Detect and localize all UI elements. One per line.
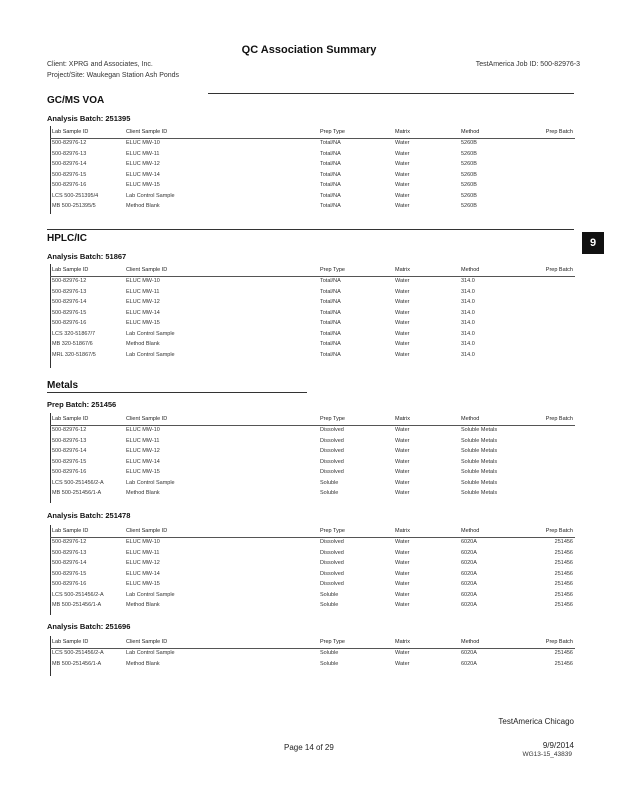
column-header: Prep Batch [545,129,573,135]
table-cell: LCS 500-251395/4 [52,192,99,199]
table-cell: 251456 [554,650,573,656]
table-row [50,649,575,660]
table-cell: 6020A [461,591,477,598]
table-cell: Water [395,490,410,496]
column-header: Prep Batch [545,528,573,534]
table-cell: Total/NA [320,341,341,347]
table-cell: ELUC MW-14 [126,570,160,577]
table-cell: Water [395,203,410,209]
column-header: Lab Sample ID [52,267,89,273]
table-cell: 6020A [461,560,477,566]
table-row [50,426,575,437]
table-cell: Dissolved [320,469,344,475]
table-cell: Water [395,192,410,199]
table-cell: Water [395,341,410,347]
table-cell: LCS 500-251456/2-A [52,650,104,656]
table-cell: Lab Control Sample [126,351,175,358]
table-cell: ELUC MW-11 [126,549,160,556]
table-cell: 314.0 [461,330,475,337]
table-row [50,660,575,671]
table-cell: ELUC MW-12 [126,560,160,566]
table-row [50,559,575,570]
batch-title: Prep Batch: 251456 [47,400,117,409]
table-cell: Total/NA [320,351,341,358]
section-tab: 9 [582,232,604,254]
table-cell: Soluble Metals [461,469,498,475]
table-cell: Dissolved [320,560,344,566]
section-heading-hplc: HPLC/IC [47,233,87,244]
table-row [50,489,575,500]
section-heading-metals: Metals [47,380,79,391]
table-cell: Total/NA [320,140,341,146]
table-cell: Lab Control Sample [126,330,175,337]
table-cell: Water [395,560,410,566]
column-header: Prep Batch [545,416,573,422]
table-cell: ELUC MW-12 [126,448,160,454]
table-cell: 500-82976-12 [52,140,87,146]
table-cell: Dissolved [320,570,344,577]
table-row [50,202,575,213]
table-cell: Soluble Metals [461,458,498,465]
column-header: Matrix [395,267,410,273]
table-cell: ELUC MW-15 [126,469,160,475]
table-cell: 5260B [461,203,477,209]
table-cell: 314.0 [461,320,475,326]
table-cell: 5260B [461,192,477,199]
column-header: Client Sample ID [126,528,168,534]
table-cell: Dissolved [320,581,344,587]
table-row [50,468,575,479]
table-row [50,340,575,351]
table-cell: 5260B [461,140,477,146]
column-header: Prep Type [320,267,345,273]
footer-company: TestAmerica Chicago [498,717,574,726]
table-cell: 500-82976-13 [52,150,87,157]
table-row [50,181,575,192]
table-cell: 6020A [461,539,477,545]
table-cell: LCS 500-251456/2-A [52,479,104,486]
table-cell: 5260B [461,182,477,188]
column-header: Matrix [395,416,410,422]
table-row [50,447,575,458]
table-cell: Total/NA [320,288,341,295]
table-cell: Method Blank [126,203,160,209]
table-header [50,266,575,277]
table-header [50,415,575,426]
metals-analysis-table-2 [50,638,575,670]
table-cell: Total/NA [320,320,341,326]
column-header: Prep Type [320,639,345,645]
table-cell: 6020A [461,602,477,608]
table-cell: 500-82976-16 [52,469,87,475]
table-cell: LCS 320-51867/7 [52,330,96,337]
batch-title: Analysis Batch: 51867 [47,252,127,261]
section-rule [47,229,574,230]
table-cell: ELUC MW-12 [126,299,160,305]
table-row [50,288,575,299]
table-cell: ELUC MW-11 [126,288,160,295]
column-header: Method [461,639,480,645]
table-cell: Total/NA [320,330,341,337]
table-cell: 314.0 [461,351,475,358]
table-cell: 500-82976-15 [52,458,87,465]
gcms-table [50,128,575,213]
project-site: Project/Site: Waukegan Station Ash Ponds [47,72,180,79]
table-cell: Dissolved [320,437,344,444]
table-cell: Soluble Metals [461,448,498,454]
table-cell: Lab Control Sample [126,650,175,656]
table-cell: Water [395,299,410,305]
table-cell: Dissolved [320,458,344,465]
table-cell: 6020A [461,549,477,556]
table-cell: MB 500-251456/1-A [52,602,102,608]
table-cell: MRL 320-51867/5 [52,351,96,358]
column-header: Lab Sample ID [52,416,89,422]
table-row [50,298,575,309]
table-cell: 500-82976-12 [52,427,87,433]
table-cell: ELUC MW-12 [126,161,160,167]
table-cell: Soluble Metals [461,437,498,444]
column-header: Method [461,267,480,273]
table-cell: 500-82976-14 [52,161,87,167]
table-cell: Soluble [320,479,339,486]
section-heading-gcms: GC/MS VOA [47,95,105,106]
column-header: Lab Sample ID [52,639,89,645]
table-cell: Method Blank [126,341,160,347]
table-cell: Dissolved [320,539,344,545]
table-row [50,171,575,182]
table-row [50,330,575,341]
table-cell: Water [395,182,410,188]
table-cell: Soluble [320,602,339,608]
table-cell: Total/NA [320,192,341,199]
table-row [50,139,575,150]
table-cell: Water [395,660,410,667]
table-row [50,150,575,161]
table-cell: Water [395,437,410,444]
table-cell: Soluble [320,650,339,656]
table-cell: MB 320-51867/6 [52,341,93,347]
column-header: Prep Type [320,528,345,534]
table-cell: Total/NA [320,150,341,157]
table-cell: 500-82976-15 [52,570,87,577]
table-cell: Water [395,650,410,656]
table-cell: Dissolved [320,448,344,454]
table-cell: 251456 [554,539,573,545]
table-cell: 500-82976-15 [52,309,87,316]
section-rule [208,93,574,94]
table-cell: Water [395,309,410,316]
table-cell: 6020A [461,581,477,587]
column-header: Client Sample ID [126,416,168,422]
table-cell: 5260B [461,171,477,178]
column-header: Matrix [395,639,410,645]
column-header: Client Sample ID [126,129,168,135]
table-row [50,479,575,490]
job-id: TestAmerica Job ID: 500-82976-3 [475,61,580,68]
table-cell: 251456 [554,591,573,598]
table-cell: Water [395,591,410,598]
table-cell: Total/NA [320,182,341,188]
table-cell: Method Blank [126,602,160,608]
table-cell: Total/NA [320,161,341,167]
table-cell: Water [395,539,410,545]
document-id: WG13-15_43839 [522,751,572,758]
table-cell: MB 500-251456/1-A [52,660,102,667]
table-cell: ELUC MW-10 [126,140,160,146]
table-cell: 251456 [554,581,573,587]
table-cell: ELUC MW-15 [126,581,160,587]
table-cell: 500-82976-13 [52,549,87,556]
column-header: Prep Batch [545,639,573,645]
column-header: Matrix [395,528,410,534]
table-row [50,601,575,612]
table-cell: ELUC MW-14 [126,309,160,316]
table-cell: 6020A [461,650,477,656]
table-cell: Soluble [320,660,339,667]
table-cell: LCS 500-251456/2-A [52,591,104,598]
table-cell: 251456 [554,570,573,577]
table-row [50,549,575,560]
table-cell: Soluble Metals [461,479,498,486]
column-header: Lab Sample ID [52,129,89,135]
table-cell: ELUC MW-15 [126,320,160,326]
table-cell: Lab Control Sample [126,192,175,199]
column-header: Prep Type [320,129,345,135]
table-cell: 500-82976-13 [52,437,87,444]
table-cell: Total/NA [320,309,341,316]
table-row [50,192,575,203]
table-cell: ELUC MW-11 [126,437,160,444]
table-cell: Water [395,581,410,587]
table-cell: Soluble Metals [461,490,498,496]
table-cell: Water [395,288,410,295]
hplc-table [50,266,575,361]
table-cell: Soluble Metals [461,427,498,433]
table-cell: Method Blank [126,660,160,667]
page-number: Page 14 of 29 [284,743,334,752]
table-cell: Total/NA [320,299,341,305]
table-cell: 5260B [461,150,477,157]
table-cell: Water [395,458,410,465]
table-row [50,591,575,602]
table-cell: Water [395,351,410,358]
table-cell: Total/NA [320,278,341,284]
report-date: 9/9/2014 [542,741,574,750]
table-cell: Water [395,448,410,454]
table-cell: Water [395,320,410,326]
section-rule [47,392,307,393]
table-cell: ELUC MW-15 [126,182,160,188]
column-header: Method [461,129,480,135]
metals-analysis-table [50,527,575,612]
table-cell: 314.0 [461,341,475,347]
table-cell: 314.0 [461,299,475,305]
metals-prep-table [50,415,575,500]
table-header [50,638,575,649]
table-cell: 500-82976-14 [52,448,87,454]
table-cell: 251456 [554,602,573,608]
table-cell: ELUC MW-14 [126,458,160,465]
page-title: QC Association Summary [241,44,377,56]
table-row [50,319,575,330]
table-cell: 500-82976-15 [52,171,87,178]
column-header: Prep Batch [545,267,573,273]
table-cell: Water [395,330,410,337]
column-header: Lab Sample ID [52,528,89,534]
table-cell: Water [395,469,410,475]
column-header: Client Sample ID [126,639,168,645]
table-cell: 500-82976-14 [52,560,87,566]
table-cell: Method Blank [126,490,160,496]
table-row [50,570,575,581]
batch-title: Analysis Batch: 251478 [47,511,131,520]
table-row [50,580,575,591]
table-row [50,437,575,448]
table-cell: 500-82976-13 [52,288,87,295]
table-cell: 6020A [461,660,477,667]
table-cell: Soluble [320,490,339,496]
table-cell: Dissolved [320,549,344,556]
table-row [50,351,575,362]
table-cell: Water [395,549,410,556]
table-header [50,128,575,139]
table-header [50,527,575,538]
table-cell: 5260B [461,161,477,167]
table-row [50,309,575,320]
table-cell: MB 500-251395/5 [52,203,96,209]
batch-title: Analysis Batch: 251696 [47,622,131,631]
batch-title: Analysis Batch: 251395 [47,114,131,123]
table-cell: Water [395,602,410,608]
table-cell: 314.0 [461,309,475,316]
client-name: Client: XPRG and Associates, Inc. [47,61,153,68]
table-cell: 500-82976-16 [52,581,87,587]
table-cell: Water [395,150,410,157]
table-cell: Water [395,161,410,167]
table-row [50,277,575,288]
table-row [50,458,575,469]
column-header: Prep Type [320,416,345,422]
table-cell: Water [395,140,410,146]
table-cell: 500-82976-16 [52,182,87,188]
table-cell: Water [395,278,410,284]
table-cell: 6020A [461,570,477,577]
table-cell: Dissolved [320,427,344,433]
table-cell: ELUC MW-14 [126,171,160,178]
table-cell: ELUC MW-11 [126,150,160,157]
table-cell: Lab Control Sample [126,479,175,486]
column-header: Method [461,416,480,422]
table-cell: 251456 [554,560,573,566]
table-cell: 251456 [554,549,573,556]
table-cell: Soluble [320,591,339,598]
column-header: Client Sample ID [126,267,168,273]
table-cell: Lab Control Sample [126,591,175,598]
table-cell: Water [395,427,410,433]
table-cell: Water [395,171,410,178]
table-cell: Water [395,570,410,577]
table-cell: Water [395,479,410,486]
table-cell: 500-82976-16 [52,320,87,326]
table-cell: ELUC MW-10 [126,278,160,284]
table-row [50,160,575,171]
table-cell: ELUC MW-10 [126,427,160,433]
table-row [50,538,575,549]
table-cell: 251456 [554,660,573,667]
table-cell: 500-82976-12 [52,539,87,545]
column-header: Method [461,528,480,534]
table-cell: MB 500-251456/1-A [52,490,102,496]
table-cell: ELUC MW-10 [126,539,160,545]
table-cell: 314.0 [461,288,475,295]
table-cell: 500-82976-14 [52,299,87,305]
table-cell: 500-82976-12 [52,278,87,284]
column-header: Matrix [395,129,410,135]
table-cell: Total/NA [320,171,341,178]
table-cell: 314.0 [461,278,475,284]
table-cell: Total/NA [320,203,341,209]
